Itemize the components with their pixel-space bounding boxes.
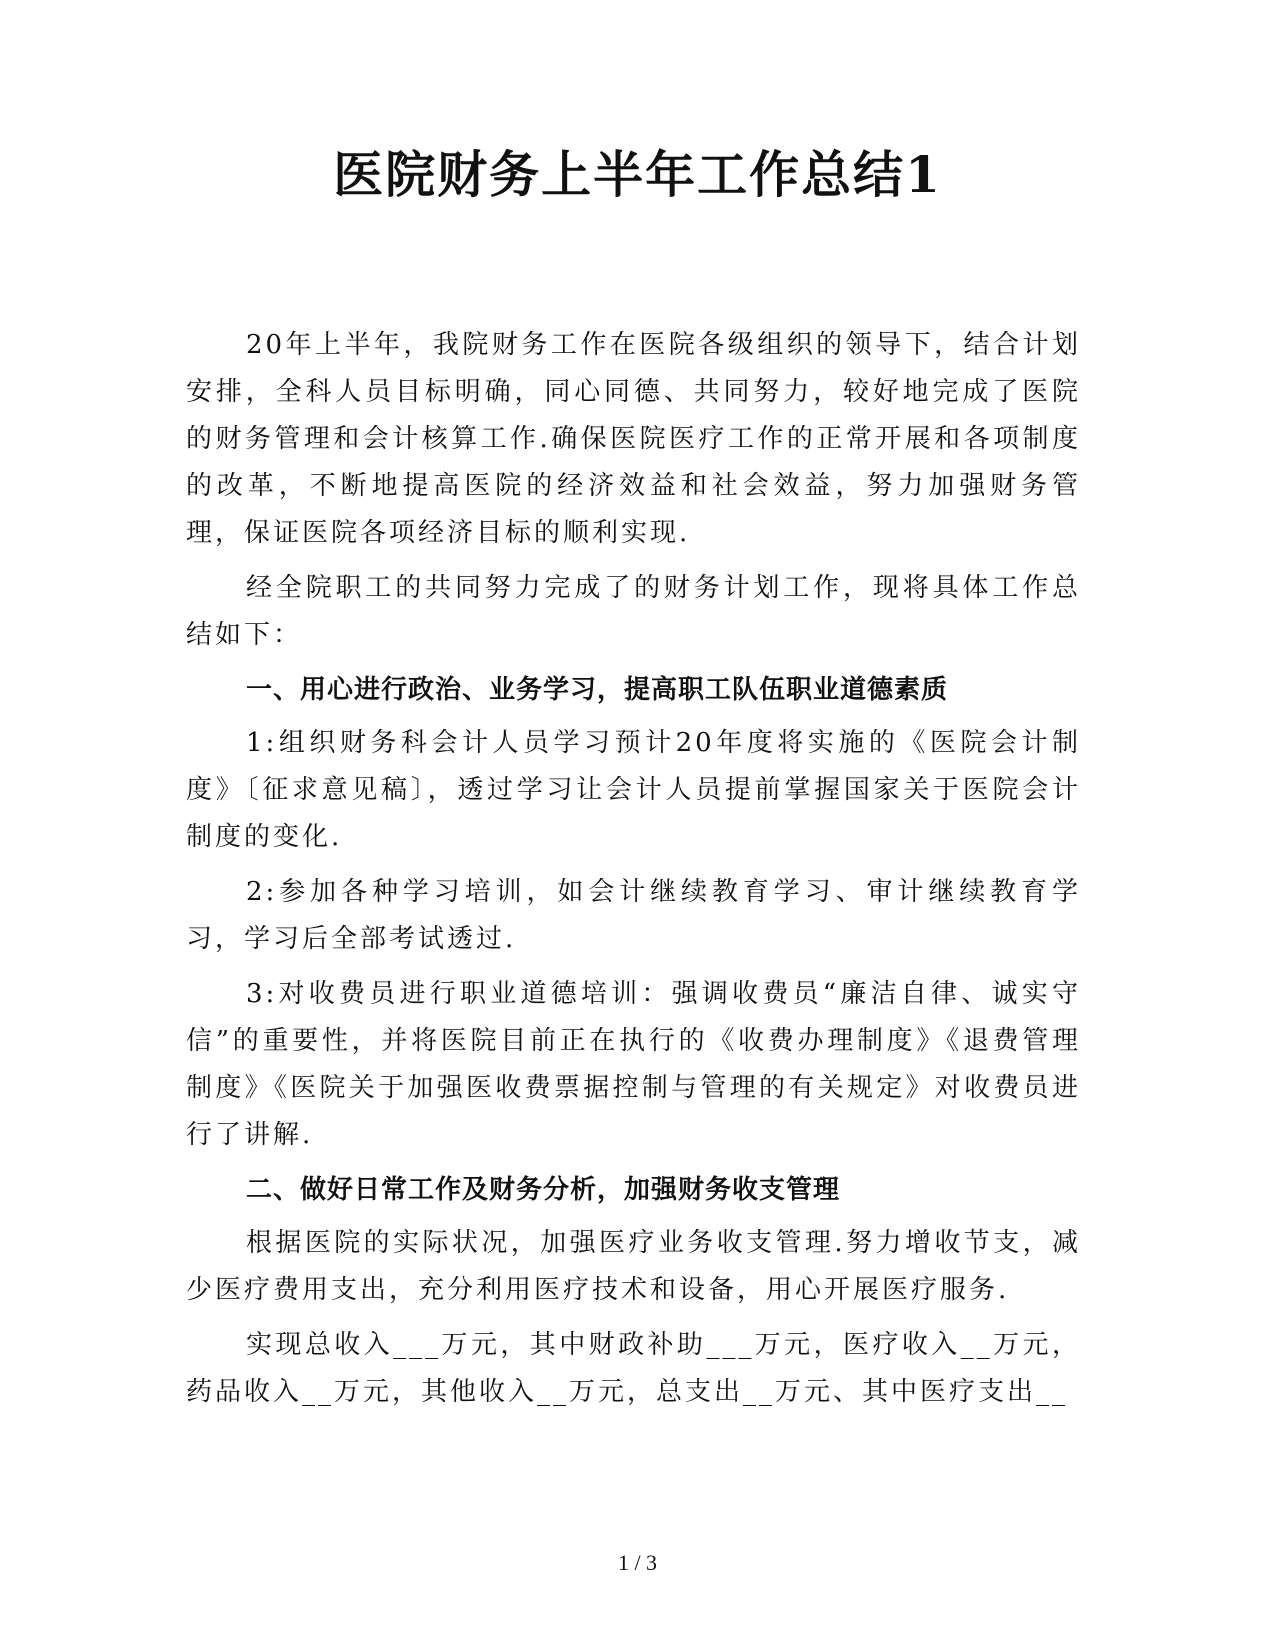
page-number: 1 / 3 (617, 1550, 658, 1575)
document-title: 医院财务上半年工作总结1 (333, 145, 942, 204)
paragraph-revenue: 实现总收入___万元，其中财政补助___万元，医疗收入__万元，药品收入__万元，其他收入__万元，总支出__万元、其中医疗支出__ (186, 1330, 1081, 1407)
document-body (186, 322, 1081, 1424)
paragraph-summary-lead: 经全院职工的共同努力完成了的财务计划工作，现将具体工作总结如下： (186, 573, 1081, 650)
paragraph-intro: 20年上半年，我院财务工作在医院各级组织的领导下，结合计划安排，全科人员目标明确，同心同德、共同努力，较好地完成了医院的财务管理和会计核算工作.确保医院医疗工作的正常开展和各项制度的改革，不断地提高医院的经济效益和社会效益，努力加强财务管理，保证医院各项经济目标的顺利实现. (186, 330, 1081, 548)
paragraph-item-1: 1:组织财务科会计人员学习预计20年度将实施的《医院会计制度》〔征求意见稿〕，透过学习让会计人员提前掌握国家关于医院会计制度的变化. (186, 728, 1081, 852)
section-heading-1: 一、用心进行政治、业务学习，提高职工队伍职业道德素质 (246, 675, 949, 705)
paragraph-management: 根据医院的实际状况，加强医疗业务收支管理.努力增收节支，减少医疗费用支出，充分利用医疗技术和设备，用心开展医疗服务. (186, 1228, 1081, 1305)
section-heading-2: 二、做好日常工作及财务分析，加强财务收支管理 (246, 1175, 841, 1205)
paragraph-item-3: 3:对收费员进行职业道德培训：强调收费员“廉洁自律、诚实守信”的重要性，并将医院目前正在执行的《收费办理制度》《退费管理制度》《医院关于加强医收费票据控制与管理的有关规定》对收费员进行了讲解. (186, 979, 1081, 1150)
paragraph-item-2: 2:参加各种学习培训，如会计继续教育学习、审计继续教育学习，学习后全部考试透过. (186, 877, 1081, 954)
